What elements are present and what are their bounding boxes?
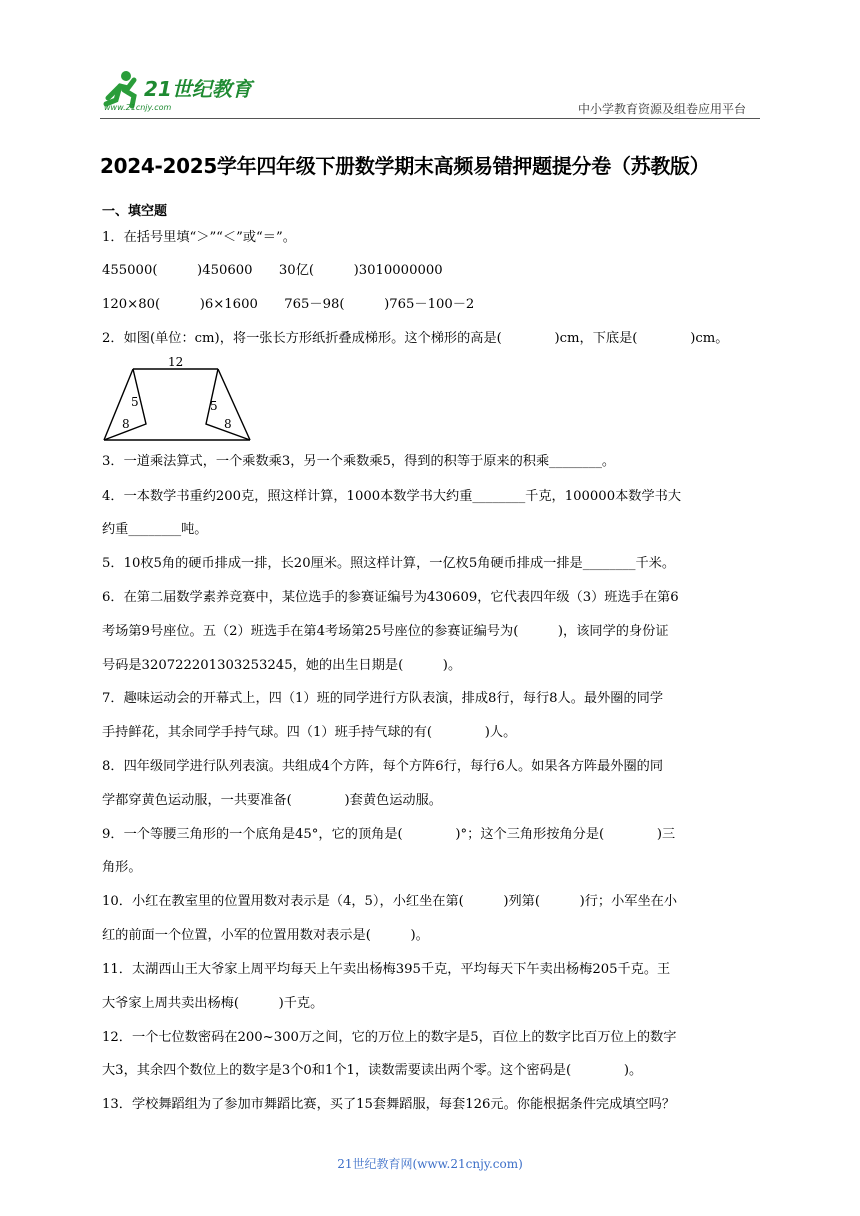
label-left-a: 5 xyxy=(131,395,139,409)
question-line: 12．一个七位数密码在200~300万之间，它的万位上的数字是5，百位上的数字比百万位上的数字 xyxy=(102,1030,677,1045)
question-line: 手持鲜花，其余同学手持气球。四（1）班手持气球的有( )人。 xyxy=(102,725,517,740)
question-line: 红的前面一个位置，小军的位置用数对表示是( )。 xyxy=(102,928,429,943)
header-divider xyxy=(100,118,760,119)
runner-icon xyxy=(106,71,134,106)
site-logo xyxy=(98,68,268,112)
question-line: 13．学校舞蹈组为了参加市舞蹈比赛，买了15套舞蹈服，每套126元。你能根据条件完成填空吗？ xyxy=(102,1097,676,1112)
label-top: 12 xyxy=(168,356,184,369)
question-line: 10．小红在教室里的位置用数对表示是（4，5），小红坐在第( )列第( )行；小军坐在小 xyxy=(102,894,678,909)
question-line: 学都穿黄色运动服，一共要准备( )套黄色运动服。 xyxy=(102,793,442,808)
question-line: 4．一本数学书重约200克，照这样计算，1000本数学书大约重________千克，100000本数学书大 xyxy=(102,489,682,504)
question-line: 11．太湖西山王大爷家上周平均每天上午卖出杨梅395千克，平均每天下午卖出杨梅205千克。王 xyxy=(102,962,671,977)
question-line: 1．在括号里填“＞”“＜”或“＝”。 xyxy=(102,230,296,245)
question-line: 8．四年级同学进行队列表演。共组成4个方阵，每个方阵6行，每行6人。如果各方阵最外圈的同 xyxy=(102,759,664,774)
label-right-a: 5 xyxy=(210,399,218,413)
header-tagline: 中小学教育资源及组卷应用平台 xyxy=(578,102,747,116)
question-line: 大爷家上周共卖出杨梅( )千克。 xyxy=(102,996,324,1011)
trapezoid-figure xyxy=(100,356,260,446)
question-line: 约重________吨。 xyxy=(102,522,208,537)
question-line: 6．在第二届数学素养竞赛中，某位选手的参赛证编号为430609，它代表四年级（3）班选手在第6 xyxy=(102,590,679,605)
question-line: 7．趣味运动会的开幕式上，四（1）班的同学进行方队表演，排成8行，每行8人。最外圈的同学 xyxy=(102,691,664,706)
logo-url: www.21cnjy.com xyxy=(104,103,172,112)
logo-text: 21世纪教育 xyxy=(144,77,252,101)
page-title: 2024-2025学年四年级下册数学期末高频易错押题提分卷（苏教版） xyxy=(100,154,710,178)
question-line: 5．10枚5角的硬币排成一排，长20厘米。照这样计算，一亿枚5角硬币排成一排是________千米。 xyxy=(102,556,676,571)
section-heading: 一、填空题 xyxy=(102,204,168,219)
question-line: 号码是320722201303253245，她的出生日期是( )。 xyxy=(102,658,462,673)
question-line: 大3，其余四个数位上的数字是3个0和1个1，读数需要读出两个零。这个密码是( )。 xyxy=(102,1063,643,1078)
footer-link[interactable]: 21世纪教育网(www.21cnjy.com) xyxy=(337,1157,523,1171)
question-line: 考场第9号座位。五（2）班选手在第4考场第25号座位的参赛证编号为( )，该同学的身份证 xyxy=(102,624,669,639)
label-right-b: 8 xyxy=(224,417,232,431)
question-line: 120×80( )6×1600 765－98( )765－100－2 xyxy=(102,297,475,312)
question-line: 9．一个等腰三角形的一个底角是45°，它的顶角是( )°；这个三角形按角分是( )三 xyxy=(102,827,676,842)
label-left-b: 8 xyxy=(122,417,130,431)
question-line: 3．一道乘法算式，一个乘数乘3，另一个乘数乘5，得到的积等于原来的积乘________。 xyxy=(102,454,616,469)
question-line: 2．如图(单位：cm)，将一张长方形纸折叠成梯形。这个梯形的高是( )cm，下底是( )cm。 xyxy=(102,331,729,346)
question-line: 455000( )450600 30亿( )3010000000 xyxy=(102,263,443,278)
question-line: 角形。 xyxy=(102,860,142,875)
